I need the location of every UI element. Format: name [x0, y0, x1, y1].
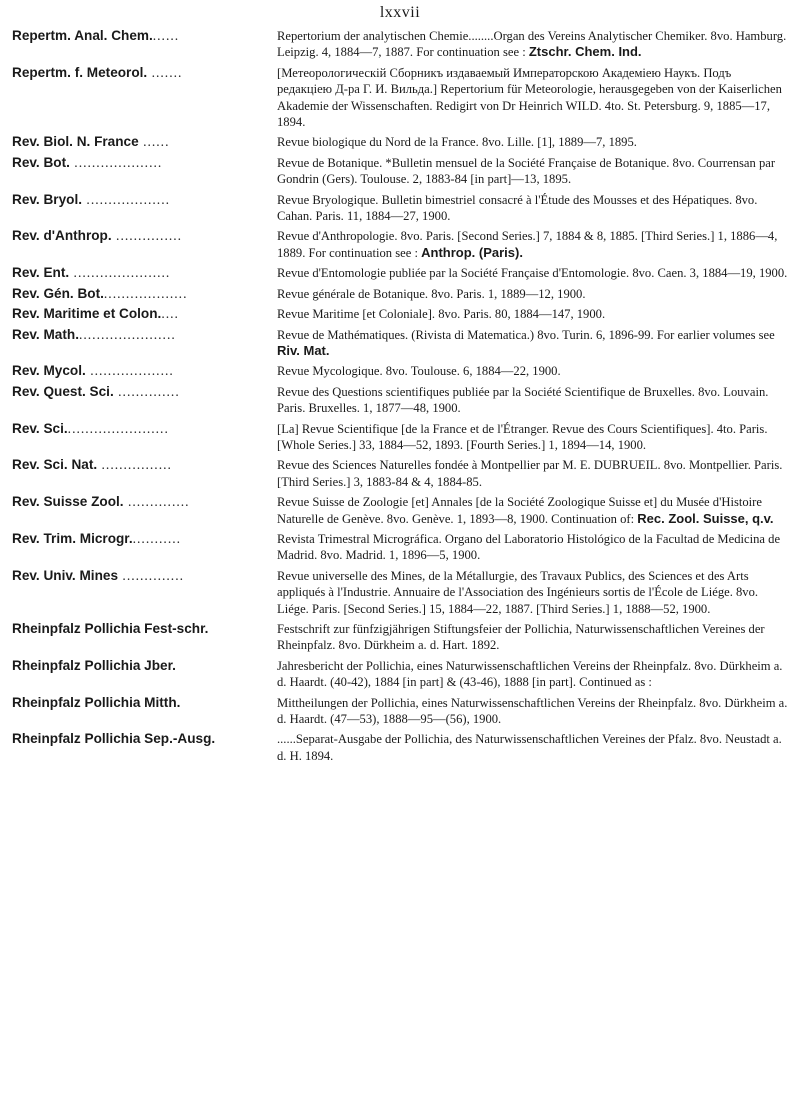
leader-dots: ...................: [103, 285, 188, 301]
leader-dots: ...................: [82, 191, 170, 207]
entry-description: [277, 65, 788, 131]
entry-description: [277, 265, 788, 281]
abbreviation-text: Rev. Bot.: [12, 154, 70, 170]
entry-abbreviation: [12, 28, 277, 61]
entry-row: [12, 65, 788, 131]
abbreviation-text: Rev. Biol. N. France: [12, 134, 139, 150]
abbreviation-text: Rheinpfalz Pollichia Fest-schr.: [12, 621, 209, 636]
entry-row: [12, 731, 788, 764]
description-text: Repertorium der analytischen Chemie........Organ des Vereins Analytischer Chemiker. 8vo. Hamburg. Leipzig. 4, 1884—7, 1887. For continuation see :: [277, 29, 787, 60]
entry-description: [277, 192, 788, 225]
page-number: lxxvii: [379, 4, 421, 21]
leader-dots: ...........: [132, 530, 182, 546]
description-text: Revue des Questions scientifiques publiée par la Société Scientifique de Bruxelles. 8vo. Louvain. Paris. Bruxelles. 1, 1877—48, 1900.: [277, 384, 769, 416]
abbreviation-text: Rheinpfalz Pollichia Sep.-Ausg.: [12, 731, 216, 747]
description-text: [La] Revue Scientifique [de la France et de l'Étranger. Revue des Cours Scientifiques]. 4to. Paris. [Whole Series.] 33, 1884—52, 1893. [Fourth Series.] 1, 1894—14, 1900.: [277, 421, 768, 452]
entry-row: [12, 621, 788, 654]
entry-abbreviation: [12, 65, 277, 131]
leader-dots: ......................: [78, 326, 176, 342]
abbreviation-text: Rev. Suisse Zool.: [12, 494, 124, 510]
entry-description: [277, 228, 788, 261]
entry-description: [277, 155, 788, 188]
abbreviation-text: Rev. Math.: [12, 326, 79, 342]
entry-row: [12, 228, 788, 261]
entry-description: [277, 28, 788, 61]
description-text: ......Separat-Ausgabe der Pollichia, des Naturwissenschaftlichen Vereines der Pfalz. 8vo. Neustadt a. d. H. 1894.: [277, 732, 782, 763]
cross-reference: Ztschr. Chem. Ind.: [528, 44, 642, 60]
abbreviation-text: Rev. Sci. Nat.: [12, 457, 98, 473]
entry-description: [277, 457, 788, 490]
entry-description: [277, 134, 788, 150]
abbreviation-text: Rheinpfalz Pollichia Mitth.: [12, 694, 181, 710]
leader-dots: ......: [152, 28, 180, 43]
entry-row: [12, 658, 788, 691]
entry-description: [277, 327, 788, 360]
entry-description: [277, 286, 788, 302]
entry-abbreviation: [12, 384, 277, 417]
leader-dots: ................: [97, 457, 172, 473]
entry-abbreviation: [12, 265, 277, 281]
abbreviation-text: Rev. Univ. Mines: [12, 567, 119, 583]
entry-abbreviation: [12, 421, 277, 454]
entry-row: [12, 28, 788, 61]
leader-dots: .......................: [67, 420, 169, 436]
entry-row: [12, 695, 788, 728]
entry-description: [277, 531, 788, 564]
cross-reference: Riv. Mat.: [277, 342, 330, 358]
abbreviation-text: Rev. Trim. Microgr.: [12, 530, 133, 546]
entry-abbreviation: [12, 134, 277, 150]
abbreviation-text: Repertm. Anal. Chem.: [12, 28, 153, 43]
description-text: Revue Suisse de Zoologie [et] Annales [de la Société Zoologique Suisse et] du Musée d'Histoire Naturelle de Genève. 8vo. Genève. 1, 1893—8, 1900. Continuation of:: [277, 495, 762, 526]
entry-abbreviation: [12, 531, 277, 564]
description-text: Revista Trimestral Micrográfica. Organo del Laboratorio Histológico de la Facultad de Medicina de Madrid. 8vo. Madrid. 1, 1896—5, 1900.: [277, 531, 781, 563]
abbreviation-text: Rev. Gén. Bot.: [12, 285, 104, 301]
leader-dots: ..............: [123, 494, 190, 510]
entry-abbreviation: [12, 658, 277, 691]
abbreviation-text: Rev. d'Anthrop.: [12, 228, 112, 244]
entry-description: [277, 658, 788, 691]
description-text: Revue générale de Botanique. 8vo. Paris. 1, 1889—12, 1900.: [277, 286, 586, 301]
description-text: Revue des Sciences Naturelles fondée à Montpellier par M. E. DUBRUEIL. 8vo. Montpellier. Paris. [Third Series.] 3, 1883-84 & 4, 1884-85.: [277, 458, 783, 489]
entry-abbreviation: [12, 695, 277, 728]
entry-abbreviation: [12, 327, 277, 360]
leader-dots: ....................: [69, 154, 163, 170]
entry-row: [12, 421, 788, 454]
abbreviation-text: Rev. Ent.: [12, 265, 70, 281]
entry-abbreviation: [12, 228, 277, 261]
leader-dots: ....: [161, 306, 179, 322]
entry-description: [277, 421, 788, 454]
cross-reference: Anthrop. (Paris).: [421, 244, 523, 260]
entry-abbreviation: [12, 192, 277, 225]
entry-row: [12, 384, 788, 417]
entry-description: [277, 384, 788, 417]
entry-row: [12, 457, 788, 490]
entry-row: [12, 327, 788, 360]
description-text: Revue biologique du Nord de la France. 8vo. Lille. [1], 1889—7, 1895.: [277, 135, 637, 150]
abbreviation-text: Rev. Bryol.: [12, 191, 83, 207]
leader-dots: ...................: [85, 363, 174, 379]
entry-abbreviation: [12, 731, 277, 764]
description-text: Revue Mycologique. 8vo. Toulouse. 6, 1884—22, 1900.: [277, 364, 561, 379]
entry-description: [277, 494, 788, 527]
entry-row: [12, 531, 788, 564]
entry-row: [12, 286, 788, 302]
abbreviation-text: Rev. Sci.: [12, 420, 68, 436]
abbreviation-text: Rheinpfalz Pollichia Jber.: [12, 657, 176, 673]
description-text: [Метеорологическій Сборникъ издаваемый Императорскою Академіею Наукъ. Подъ редакціею Д-ра Г. И. Вильда.] Repertorium für Meteorologie, herausgegeben von der Kaiserlichen Akademie der Wissenschaften. Redigirt von Dr Heinrich WILD. 4to. St. Petersburg. 9, 1885—17, 1894.: [277, 65, 782, 130]
entry-abbreviation: [12, 155, 277, 188]
leader-dots: ......: [138, 134, 170, 150]
description-text: Mittheilungen der Pollichia, eines Naturwissenschaftlichen Vereins der Rheinpfalz. 8vo. Dürkheim a. d. Haardt. (47—53), 1888—95—(56), 1900.: [277, 695, 788, 727]
description-text: Revue Maritime [et Coloniale]. 8vo. Paris. 80, 1884—147, 1900.: [277, 307, 606, 322]
entry-abbreviation: [12, 494, 277, 527]
leader-dots: ..............: [118, 567, 184, 583]
entry-row: [12, 494, 788, 527]
leader-dots: .......: [147, 64, 183, 80]
entry-description: [277, 731, 788, 764]
entry-abbreviation: [12, 457, 277, 490]
leader-dots: ...............: [111, 228, 183, 244]
description-text: Revue d'Entomologie publiée par la Société Française d'Entomologie. 8vo. Caen. 3, 1884—19, 1900.: [277, 266, 788, 281]
entry-row: [12, 192, 788, 225]
entry-row: [12, 155, 788, 188]
description-text: Revue Bryologique. Bulletin bimestriel consacré à l'Étude des Mousses et des Hépatiques. 8vo. Cahan. Paris. 11, 1884—27, 1900.: [277, 192, 758, 224]
entry-description: [277, 621, 788, 654]
leader-dots: ......................: [69, 265, 171, 281]
abbreviation-text: Rev. Maritime et Colon.: [12, 306, 162, 322]
entry-row: [12, 134, 788, 150]
entry-abbreviation: [12, 568, 277, 617]
entry-list: [12, 28, 788, 768]
entry-abbreviation: [12, 621, 277, 654]
abbreviation-text: Rev. Mycol.: [12, 363, 86, 379]
entry-description: [277, 306, 788, 322]
entry-abbreviation: [12, 286, 277, 302]
cross-reference: Rec. Zool. Suisse, q.v.: [637, 510, 774, 526]
entry-abbreviation: [12, 306, 277, 322]
entry-description: [277, 568, 788, 617]
leader-dots: ..............: [113, 383, 180, 399]
entry-row: [12, 568, 788, 617]
description-text: Revue de Botanique. *Bulletin mensuel de la Société Française de Botanique. 8vo. Courrensan par Gondrin (Gers). Toulouse. 2, 1883-84 [in part]—13, 1895.: [277, 155, 776, 187]
description-text: Revue universelle des Mines, de la Métallurgie, des Travaux Publics, des Sciences et des Arts appliqués à l'Industrie. Annuaire de l'Association des Ingénieurs sortis de l'École de Liége. 8vo. Liége. Paris. [Second Series.] 15, 1884—22, 1887. [Third Series.] 1, 1888—52, 1900.: [277, 568, 759, 616]
entry-description: [277, 363, 788, 379]
abbreviation-text: Rev. Quest. Sci.: [12, 383, 114, 399]
description-text: Revue d'Anthropologie. 8vo. Paris. [Second Series.] 7, 1884 & 8, 1885. [Third Series.] 1, 1886—4, 1889. For continuation see :: [277, 229, 778, 260]
entry-abbreviation: [12, 363, 277, 379]
entry-row: [12, 363, 788, 379]
abbreviation-text: Repertm. f. Meteorol.: [12, 64, 148, 80]
entry-description: [277, 695, 788, 728]
description-text: Festschrift zur fünfzigjährigen Stiftungsfeier der Pollichia, Naturwissenschaftlichen Vereines der Rheinpfalz. 8vo. Dürkheim a. d. Hart. 1892.: [277, 622, 765, 653]
entry-row: [12, 265, 788, 281]
description-text: Revue de Mathématiques. (Rivista di Matematica.) 8vo. Turin. 6, 1896-99. For earlier volumes see: [277, 327, 775, 342]
description-text: Jahresbericht der Pollichia, eines Naturwissenschaftlichen Vereins der Rheinpfalz. 8vo. Dürkheim a. d. Haardt. (40-42), 1884 [in part] & (43-46), 1888 [in part]. Continued as :: [277, 658, 783, 690]
entry-row: [12, 306, 788, 322]
